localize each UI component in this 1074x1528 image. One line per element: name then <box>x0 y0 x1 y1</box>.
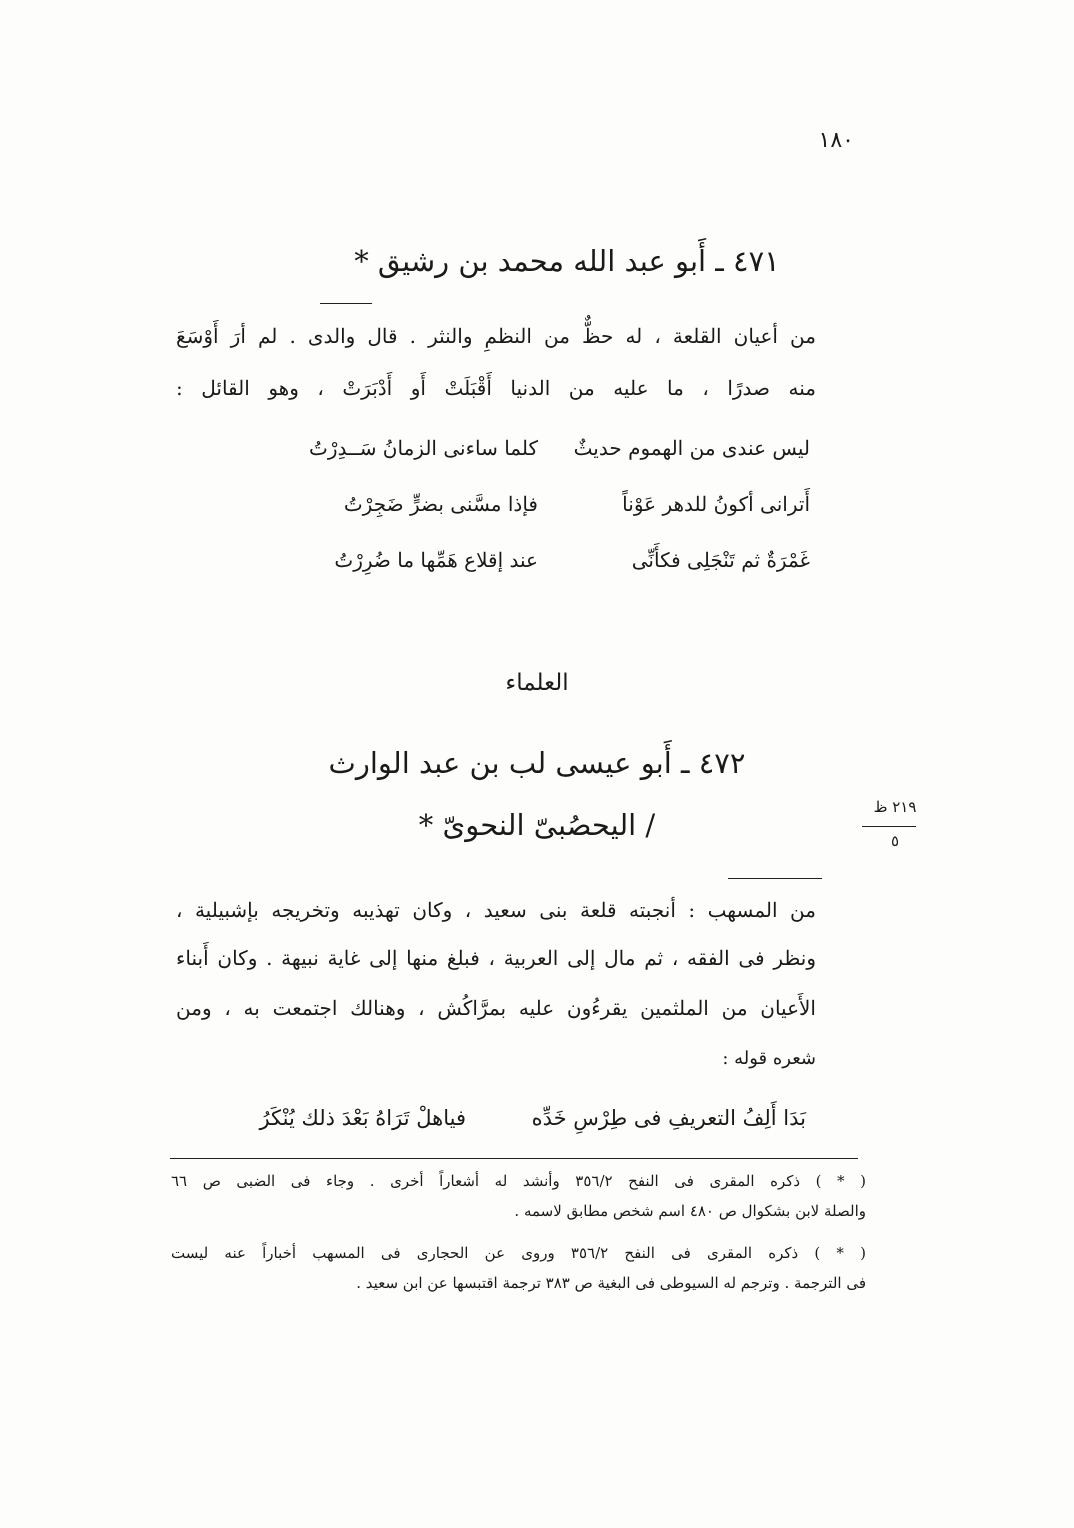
footnote-separator <box>170 1158 858 1159</box>
margin-line-number: ٥ <box>890 832 900 850</box>
entry-472-line-1: من المسهب : أنجبته قلعة بنى سعيد ، وكان تهذيبه وتخريجه بإشبيلية ، <box>176 898 816 922</box>
poem-471-verse-2-second: فإذا مسَّنى بضرٍّ ضَجِرْتُ <box>343 492 538 516</box>
entry-472-line-4: شعره قوله : <box>722 1048 816 1069</box>
poem-472-verse-1-second: فياهلْ تَرَاهُ بَعْدَ ذلك يُنْكَرُ <box>259 1106 466 1130</box>
footnote-1-line-2: والصلة لابن بشكوال ص ٤٨٠ اسم شخص مطابق لاسمه . <box>514 1202 866 1220</box>
entry-471-line-2: منه صدرًا ، ما عليه من الدنيا أَقْبَلَتْ أَو أَدْبَرَتْ ، وهو القائل : <box>176 376 816 400</box>
heading-underline <box>320 303 372 304</box>
section-title: العلماء <box>505 670 569 696</box>
poem-472-verse-1-first: بَدَا أَلِفُ التعريفِ فى طِرْسِ خَدِّه <box>531 1106 806 1130</box>
poem-471-verse-1-first: ليس عندى من الهموم حديثٌ <box>573 436 810 460</box>
footnote-2-line-1: ( * ) ذكره المقرى فى النفح ٣٥٦/٢ وروى عن الحجارى فى المسهب أخباراً عنه ليست <box>171 1244 866 1262</box>
entry-471-line-1: من أعيان القلعة ، له حظٌّ من النظمِ والنثر . قال والدى . لم أرَ أَوْسَعَ <box>176 324 816 348</box>
poem-471-verse-3-second: عند إقلاع هَمِّها ما ضُرِرْتُ <box>334 548 538 572</box>
footnote-1-line-1: ( * ) ذكره المقرى فى النفح ٣٥٦/٢ وأنشد له أشعاراً أخرى . وجاء فى الضبى ص ٦٦ <box>171 1172 866 1190</box>
margin-divider <box>862 826 916 827</box>
entry-472-heading-line-2: / اليحصُبىّ النحوىّ * <box>418 808 656 842</box>
poem-471-verse-1-second: كلما ساءنى الزمانُ سَــدِرْتُ <box>308 436 538 460</box>
poem-471-verse-3-first: غَمْرَةٌ ثم تَنْجَلِى فكأَنِّى <box>631 548 810 572</box>
entry-472-line-3: الأَعيان من الملثمين يقرءُون عليه بمرَّاكُش ، وهنالك اجتمعت به ، ومن <box>176 996 816 1020</box>
entry-471-heading: ٤٧١ ـ أَبو عبد الله محمد بن رشيق * <box>354 244 780 278</box>
poem-471-verse-2-first: أَترانى أكونُ للدهر عَوْناً <box>622 492 810 516</box>
margin-folio-note: ٢١٩ ظ <box>873 798 917 816</box>
entry-472-line-2: ونظر فى الفقه ، ثم مال إلى العربية ، فبلغ منها إلى غاية نبيهة . وكان أَبناء <box>176 946 816 970</box>
entry-472-heading-line-1: ٤٧٢ ـ أَبو عيسى لب بن عبد الوارث <box>328 746 746 780</box>
page-number: ١٨٠ <box>818 128 854 153</box>
footnote-2-line-2: فى الترجمة . وترجم له السيوطى فى البغية ص ٣٨٣ ترجمة اقتبسها عن ابن سعيد . <box>356 1274 866 1292</box>
heading-underline-2 <box>728 878 822 879</box>
